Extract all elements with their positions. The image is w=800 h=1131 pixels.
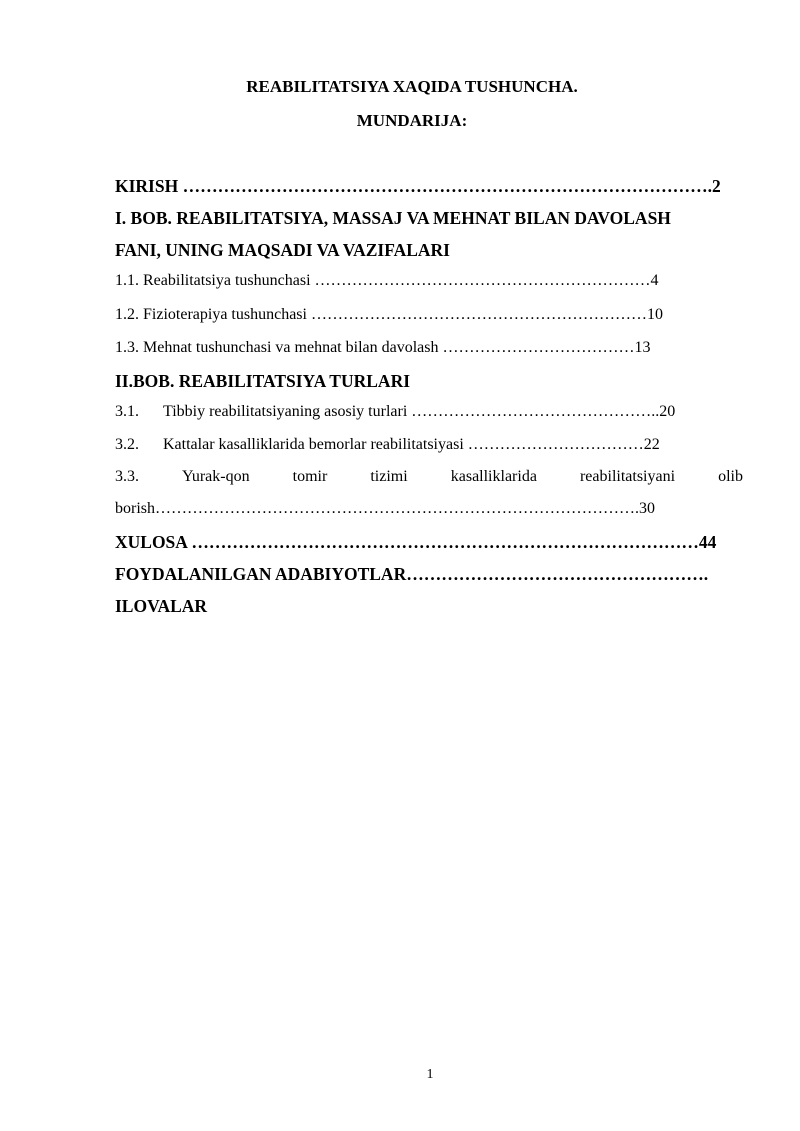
toc-ilovalar: ILOVALAR: [115, 596, 208, 616]
toc-item-3-3-word: kasalliklarida: [450, 468, 537, 485]
toc-item-3-1: [115, 403, 743, 421]
toc-item-3-3-word: reabilitatsiyani: [579, 468, 676, 485]
contents-heading: MUNDARIJA:: [356, 111, 468, 130]
toc-xulosa: XULOSA ……………………………………………………………………………44: [115, 532, 717, 552]
document-title: REABILITATSIYA XAQIDA TUSHUNCHA.: [246, 77, 578, 96]
toc-foydalanilgan-adabiyotlar: FOYDALANILGAN ADABIYOTLAR…………………………………………….: [115, 564, 709, 584]
toc-chapter1-line1: I. BOB. REABILITATSIYA, MASSAJ VA MEHNAT BILAN DAVOLASH: [115, 208, 671, 228]
toc-item-3-3-word: Yurak-qon: [182, 468, 250, 485]
toc-chapter2: II.BOB. REABILITATSIYA TURLARI: [115, 371, 411, 391]
toc-item-1-3: 1.3. Mehnat tushunchasi va mehnat bilan davolash ………………………………13: [115, 339, 651, 356]
toc-item-3-3-word: tomir: [292, 468, 328, 485]
toc-item-1-2: 1.2. Fizioterapiya tushunchasi ………………………………………………………10: [115, 306, 663, 323]
toc-item-3-1-number: 3.1.: [115, 403, 139, 420]
toc-item-3-3-line2: borish……………………………………………………………………………….30: [115, 500, 655, 517]
toc-item-1-1: 1.1. Reabilitatsiya tushunchasi ………………………………………………………4: [115, 272, 659, 289]
toc-item-3-3-word: tizimi: [370, 468, 408, 485]
toc-item-3-3-line1: [115, 468, 743, 486]
toc-item-3-2-number: 3.2.: [115, 436, 139, 453]
page-number: 1: [426, 1067, 434, 1082]
toc-item-3-2-text: Kattalar kasalliklarida bemorlar reabilitatsiyasi ……………………………22: [163, 436, 660, 453]
toc-chapter1-line2: FANI, UNING MAQSADI VA VAZIFALARI: [115, 240, 450, 260]
toc-item-3-2: [115, 436, 743, 454]
toc-item-3-3-word: olib: [718, 468, 743, 485]
toc-item-3-3-word: 3.3.: [115, 468, 139, 485]
toc-kirish: KIRISH ……………………………………………………………………………….2: [115, 176, 721, 196]
toc-item-3-1-text: Tibbiy reabilitatsiyaning asosiy turlari ………………………………………..20: [163, 403, 676, 420]
